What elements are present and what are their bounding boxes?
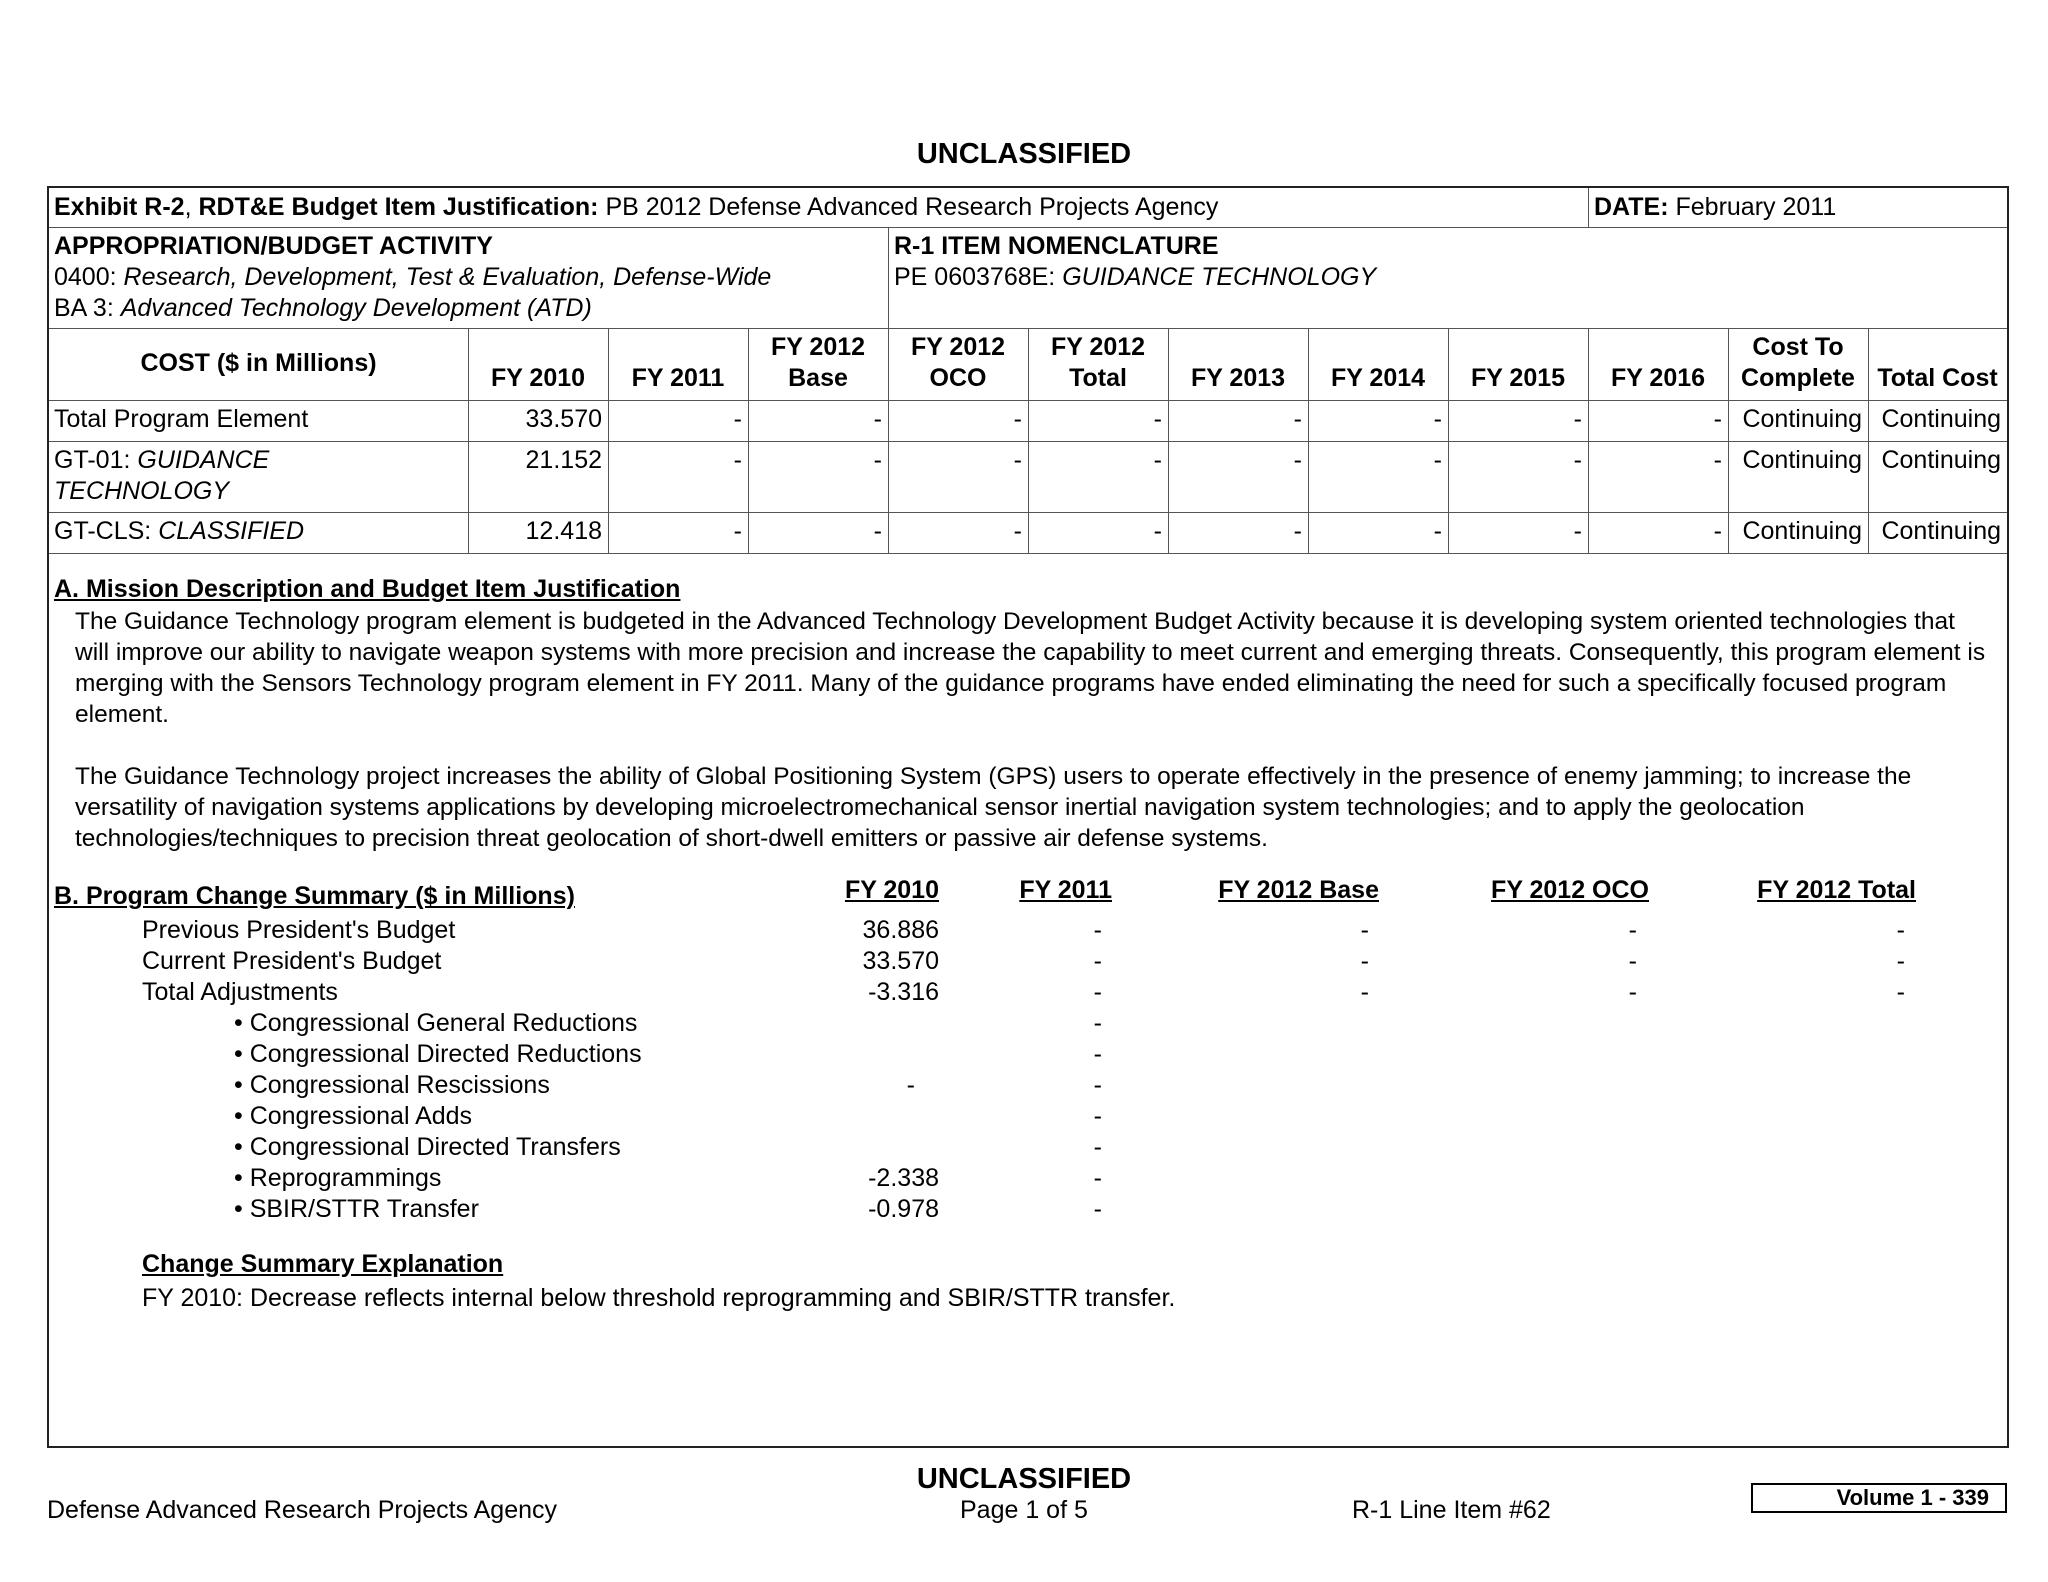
change-row-label: Current President's Budget <box>142 947 442 975</box>
ba-text: Advanced Technology Development (ATD) <box>120 294 592 322</box>
cost-cell: - <box>1293 517 1302 545</box>
cost-col-header-bottom: FY 2010 <box>490 364 586 392</box>
change-cell: -0.978 <box>868 1195 939 1223</box>
footer-agency: Defense Advanced Research Projects Agency <box>47 1496 558 1524</box>
classification-banner-bottom: UNCLASSIFIED <box>916 1463 1132 1495</box>
cost-cell: - <box>1573 517 1582 545</box>
rule <box>49 553 2007 554</box>
cost-col-header-bottom: FY 2016 <box>1610 364 1706 392</box>
cost-row-name: CLASSIFIED <box>158 517 305 545</box>
cost-cell: Continuing <box>1881 446 2001 474</box>
approp-text: Research, Development, Test & Evaluation, Defense-Wide <box>123 263 772 291</box>
approp-code: 0400: <box>54 263 124 291</box>
change-cell: - <box>1093 916 1102 944</box>
cost-cell: - <box>1433 405 1442 433</box>
cost-col-header-bottom: OCO <box>929 364 987 392</box>
cost-cell: - <box>733 446 742 474</box>
ba-code: BA 3: <box>54 294 121 322</box>
cost-col-header-bottom: FY 2013 <box>1190 364 1286 392</box>
cost-col-header-top: FY 2012 <box>910 333 1006 361</box>
cost-col-header-bottom: FY 2015 <box>1470 364 1566 392</box>
cost-header: COST ($ in Millions) <box>140 349 377 377</box>
r1-text: GUIDANCE TECHNOLOGY <box>1062 263 1377 291</box>
change-cell: - <box>1360 947 1369 975</box>
rule <box>888 227 889 328</box>
cost-cell: - <box>1293 405 1302 433</box>
cost-cell: 33.570 <box>525 405 602 433</box>
exhibit-frame <box>47 186 2009 1448</box>
exhibit-value: PB 2012 Defense Advanced Research Projects Agency <box>605 193 1219 221</box>
cost-cell: - <box>733 517 742 545</box>
cost-cell: - <box>1713 517 1722 545</box>
footer-line-item: R-1 Line Item #62 <box>1352 1496 1551 1524</box>
cost-cell: - <box>873 446 882 474</box>
r1-code: PE 0603768E: <box>894 263 1063 291</box>
cost-row-label <box>54 516 304 547</box>
cost-row-label <box>54 404 308 435</box>
change-cell: - <box>1628 947 1637 975</box>
change-cell: - <box>1360 978 1369 1006</box>
date <box>1594 192 1836 223</box>
change-cell: - <box>1896 947 1905 975</box>
cost-col-header-top: Cost To <box>1752 333 1844 361</box>
cost-row-code: GT-01: <box>54 446 138 474</box>
cost-cell: - <box>733 405 742 433</box>
appropriation-line-2 <box>54 293 592 324</box>
cost-cell: - <box>1013 446 1022 474</box>
cost-cell: 21.152 <box>525 446 602 474</box>
exhibit-heading: RDT&E Budget Item Justification: <box>198 193 599 221</box>
cost-col-header-bottom: Total Cost <box>1877 364 1998 392</box>
change-cell: 36.886 <box>862 916 939 944</box>
appropriation-line-1 <box>54 262 771 293</box>
cost-cell: - <box>1013 405 1022 433</box>
change-cell: - <box>1896 916 1905 944</box>
date-label: DATE: <box>1594 193 1669 221</box>
cost-cell: Continuing <box>1881 517 2001 545</box>
section-a-paragraph-2: The Guidance Technology project increases the ability of Global Positioning System (GPS) users to operate effectively in the presence of enemy jamming; to increase the versatility of navigation systems applications by developing microelectromechanical sensor inertial navigation system technologies; and to apply the geolocation technologies/techniques to precision threat geolocation of short-dwell emitters or passive air defense systems. <box>75 763 1912 852</box>
change-explanation-title: Change Summary Explanation <box>142 1250 504 1278</box>
footer-page: Page 1 of 5 <box>960 1496 1088 1524</box>
change-cell: - <box>1896 978 1905 1006</box>
cost-col-header-bottom: FY 2014 <box>1330 364 1426 392</box>
cost-cell: - <box>1013 517 1022 545</box>
change-row-label: • Congressional Adds <box>234 1102 473 1130</box>
cost-cell: - <box>1713 446 1722 474</box>
change-cell: - <box>1093 1164 1102 1192</box>
cost-row-name-line-2: TECHNOLOGY <box>54 477 230 505</box>
cost-cell: - <box>873 405 882 433</box>
change-explanation-text: FY 2010: Decrease reflects internal below threshold reprogramming and SBIR/STTR transfer. <box>142 1284 1176 1312</box>
exhibit-title <box>54 192 1218 223</box>
cost-cell: Continuing <box>1742 405 1862 433</box>
cost-row-name: GUIDANCE <box>137 446 270 474</box>
cost-cell: - <box>1293 446 1302 474</box>
change-col-header: FY 2012 Total <box>1757 876 1916 904</box>
change-row-label: • Congressional General Reductions <box>234 1009 638 1037</box>
r1-label: R-1 ITEM NOMENCLATURE <box>894 232 1219 260</box>
change-cell: - <box>906 1071 915 1099</box>
change-row-label: Total Adjustments <box>142 978 338 1006</box>
appropriation-label: APPROPRIATION/BUDGET ACTIVITY <box>54 232 493 260</box>
change-row-label: Previous President's Budget <box>142 916 456 944</box>
classification-banner-top: UNCLASSIFIED <box>916 138 1132 170</box>
exhibit-label: Exhibit R-2 <box>54 193 185 221</box>
change-row-label: • Reprogrammings <box>234 1164 442 1192</box>
cost-cell: Continuing <box>1881 405 2001 433</box>
cost-cell: - <box>1153 446 1162 474</box>
cost-col-header-bottom: Base <box>788 364 848 392</box>
cost-cell: - <box>1573 446 1582 474</box>
cost-cell: Continuing <box>1742 446 1862 474</box>
change-row-label: • Congressional Rescissions <box>234 1071 550 1099</box>
cost-row-label <box>54 445 269 476</box>
change-cell: - <box>1093 1133 1102 1161</box>
r1-nomenclature <box>894 262 1376 293</box>
change-col-header: FY 2010 <box>844 876 939 904</box>
change-cell: - <box>1093 1040 1102 1068</box>
change-cell: - <box>1093 947 1102 975</box>
change-row-label: • SBIR/STTR Transfer <box>234 1195 479 1223</box>
change-cell: - <box>1093 1071 1102 1099</box>
cost-col-header-bottom: Complete <box>1741 364 1855 392</box>
date-value: February 2011 <box>1675 193 1837 221</box>
cost-cell: 12.418 <box>525 517 602 545</box>
change-col-header: FY 2012 OCO <box>1491 876 1649 904</box>
cost-cell: Continuing <box>1742 517 1862 545</box>
cost-cell: - <box>1153 405 1162 433</box>
cost-cell: - <box>1433 446 1442 474</box>
cost-col-header-bottom: Total <box>1069 364 1127 392</box>
change-cell: -2.338 <box>868 1164 939 1192</box>
cost-cell: - <box>1573 405 1582 433</box>
section-b-title: B. Program Change Summary ($ in Millions) <box>54 882 575 910</box>
change-cell: - <box>1093 1195 1102 1223</box>
section-a-title: A. Mission Description and Budget Item Justification <box>54 575 681 603</box>
cost-col-header-top: FY 2012 <box>1050 333 1146 361</box>
change-cell: -3.316 <box>868 978 939 1006</box>
cost-cell: - <box>1433 517 1442 545</box>
change-cell: - <box>1628 978 1637 1006</box>
change-cell: - <box>1360 916 1369 944</box>
change-cell: - <box>1093 1102 1102 1130</box>
change-row-label: • Congressional Directed Transfers <box>234 1133 621 1161</box>
change-col-header: FY 2012 Base <box>1218 876 1379 904</box>
cost-cell: - <box>873 517 882 545</box>
cost-row-code: Total Program Element <box>54 405 309 433</box>
change-cell: - <box>1093 1009 1102 1037</box>
cost-row-code: GT-CLS: <box>54 517 159 545</box>
section-a-paragraph-1: The Guidance Technology program element is budgeted in the Advanced Technology Development Budget Activity because it is developing system oriented technologies that will improve our ability to navigate weapon systems with more precision and increase the capability to meet current and emerging threats. Consequently, this program element is merging with the Sensors Technology program element in FY 2011. Many of the guidance programs have ended eliminating the need for such a specifically focused program element. <box>75 608 1986 728</box>
change-col-header: FY 2011 <box>1019 876 1112 904</box>
footer-volume: Volume 1 - 339 <box>1751 1483 2007 1513</box>
rule <box>1588 188 1589 227</box>
change-cell: 33.570 <box>862 947 939 975</box>
exhibit-sep: , <box>184 193 199 221</box>
change-cell: - <box>1093 978 1102 1006</box>
change-cell: - <box>1628 916 1637 944</box>
cost-col-header-top: FY 2012 <box>770 333 866 361</box>
change-row-label: • Congressional Directed Reductions <box>234 1040 642 1068</box>
rule <box>49 227 2007 228</box>
cost-cell: - <box>1153 517 1162 545</box>
cost-col-header-bottom: FY 2011 <box>631 364 725 392</box>
cost-cell: - <box>1713 405 1722 433</box>
